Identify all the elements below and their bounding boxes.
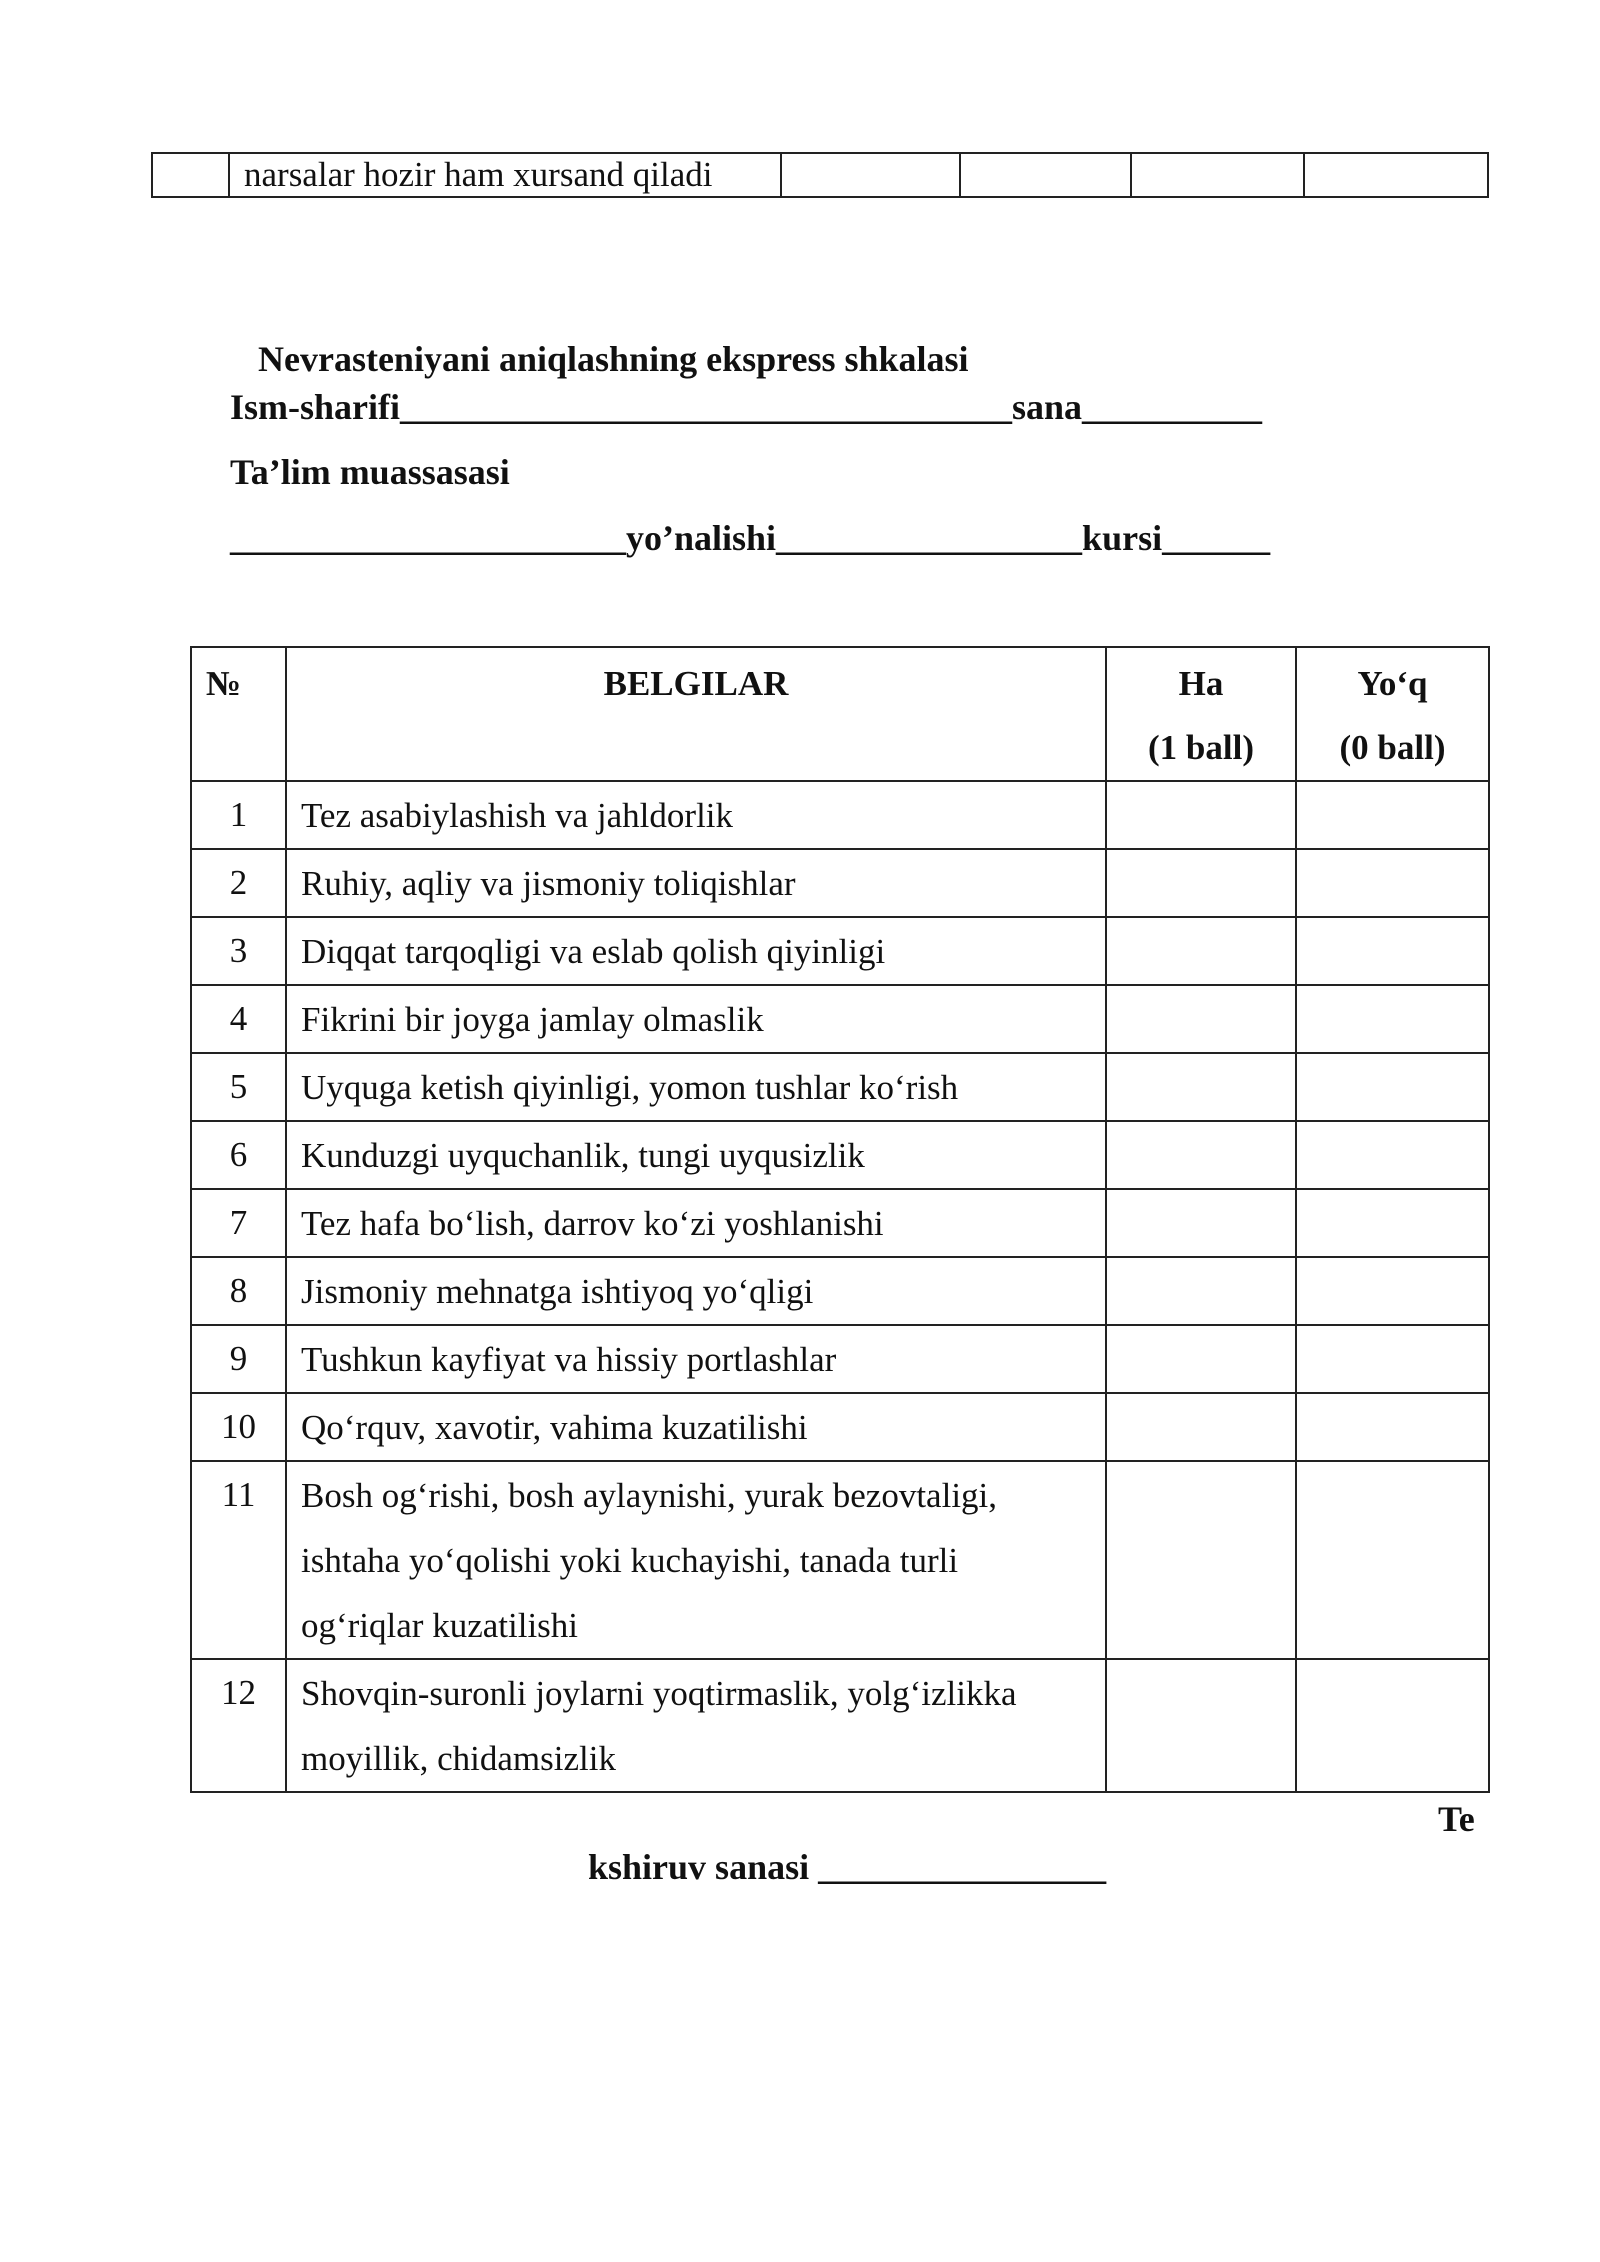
table-cell	[152, 153, 229, 197]
direction-label: yo’nalishi	[626, 518, 777, 558]
header-number: №	[191, 647, 286, 781]
row-number: 3	[191, 917, 286, 985]
row-number: 7	[191, 1189, 286, 1257]
row-sign-line: ishtaha yo‘qolishi yoki kuchayishi, tanada turli	[301, 1541, 959, 1580]
yes-answer-cell[interactable]	[1106, 1121, 1296, 1189]
table-row	[191, 985, 1489, 1053]
table-row	[191, 1121, 1489, 1189]
header-yes: Ha (1 ball)	[1106, 647, 1296, 781]
yes-answer-cell[interactable]	[1106, 1659, 1296, 1792]
row-number: 6	[191, 1121, 286, 1189]
row-sign-line: Bosh og‘rishi, bosh aylaynishi, yurak bezovtaligi,	[301, 1476, 998, 1515]
table-row	[191, 1189, 1489, 1257]
no-answer-cell[interactable]	[1296, 849, 1489, 917]
row-sign-text	[286, 1659, 1106, 1792]
table-row	[191, 1659, 1489, 1792]
yes-answer-cell[interactable]	[1106, 1257, 1296, 1325]
row-number: 9	[191, 1325, 286, 1393]
institution-line	[230, 451, 510, 493]
direction-course-line	[230, 517, 1270, 559]
course-blank: ______	[1162, 518, 1271, 558]
no-answer-cell[interactable]	[1296, 781, 1489, 849]
table-cell	[1131, 153, 1304, 197]
yes-answer-cell[interactable]	[1106, 1053, 1296, 1121]
row-sign-text: Jismoniy mehnatga ishtiyoq yo‘qligi	[286, 1257, 1106, 1325]
header-no: Yo‘q (0 ball)	[1296, 647, 1489, 781]
row-number: 4	[191, 985, 286, 1053]
yes-answer-cell[interactable]	[1106, 1461, 1296, 1659]
yes-answer-cell[interactable]	[1106, 1325, 1296, 1393]
table-header-row	[191, 647, 1489, 781]
row-number: 2	[191, 849, 286, 917]
previous-table-fragment	[151, 152, 1489, 198]
table-cell	[1304, 153, 1488, 197]
row-number: 12	[191, 1659, 286, 1792]
table-cell	[781, 153, 960, 197]
row-number: 1	[191, 781, 286, 849]
no-answer-cell[interactable]	[1296, 1121, 1489, 1189]
table-row	[191, 1053, 1489, 1121]
name-label: Ism-sharifi	[230, 387, 400, 427]
yes-answer-cell[interactable]	[1106, 985, 1296, 1053]
name-blank: __________________________________	[400, 387, 1012, 427]
no-answer-cell[interactable]	[1296, 1393, 1489, 1461]
no-answer-cell[interactable]	[1296, 985, 1489, 1053]
row-sign-text	[286, 1461, 1106, 1659]
table-cell	[960, 153, 1131, 197]
no-answer-cell[interactable]	[1296, 1053, 1489, 1121]
table-cell-text: narsalar hozir ham xursand qiladi	[229, 153, 781, 197]
no-answer-cell[interactable]	[1296, 1659, 1489, 1792]
table-row	[191, 1257, 1489, 1325]
document-title: Nevrasteniyani aniqlashning ekspress shkalasi	[258, 339, 969, 379]
yes-answer-cell[interactable]	[1106, 917, 1296, 985]
row-sign-text: Ruhiy, aqliy va jismoniy toliqishlar	[286, 849, 1106, 917]
exam-date-label: kshiruv sanasi	[588, 1847, 810, 1887]
row-sign-text: Diqqat tarqoqligi va eslab qolish qiyinligi	[286, 917, 1106, 985]
row-sign-text: Tez hafa bo‘lish, darrov ko‘zi yoshlanishi	[286, 1189, 1106, 1257]
row-number: 5	[191, 1053, 286, 1121]
table-row	[191, 1461, 1489, 1659]
footer-te-fragment: Te	[1438, 1799, 1475, 1839]
date-blank: __________	[1082, 387, 1263, 427]
no-answer-cell[interactable]	[1296, 917, 1489, 985]
yes-answer-cell[interactable]	[1106, 1189, 1296, 1257]
table-row	[191, 1393, 1489, 1461]
no-answer-cell[interactable]	[1296, 1461, 1489, 1659]
row-number: 10	[191, 1393, 286, 1461]
table-row	[152, 153, 1488, 197]
yes-answer-cell[interactable]	[1106, 849, 1296, 917]
row-number: 8	[191, 1257, 286, 1325]
exam-date-blank: ________________	[818, 1847, 1107, 1887]
header-signs: BELGILAR	[286, 647, 1106, 781]
yes-answer-cell[interactable]	[1106, 781, 1296, 849]
no-answer-cell[interactable]	[1296, 1325, 1489, 1393]
questionnaire-table	[190, 646, 1490, 1793]
row-sign-line: Shovqin-suronli joylarni yoqtirmaslik, yolg‘izlikka	[301, 1674, 1017, 1713]
row-sign-line: moyillik, chidamsizlik	[301, 1739, 616, 1778]
row-sign-text: Fikrini bir joyga jamlay olmaslik	[286, 985, 1106, 1053]
row-sign-text: Qo‘rquv, xavotir, vahima kuzatilishi	[286, 1393, 1106, 1461]
name-date-line	[230, 386, 1262, 428]
table-row	[191, 917, 1489, 985]
date-label: sana	[1012, 387, 1083, 427]
exam-date-line	[588, 1846, 1106, 1888]
table-row	[191, 1325, 1489, 1393]
direction-blank: _________________	[776, 518, 1083, 558]
course-label: kursi	[1082, 518, 1163, 558]
institution-blank: ______________________	[230, 518, 626, 558]
row-sign-text: Kunduzgi uyquchanlik, tungi uyqusizlik	[286, 1121, 1106, 1189]
yes-answer-cell[interactable]	[1106, 1393, 1296, 1461]
no-answer-cell[interactable]	[1296, 1257, 1489, 1325]
row-sign-text: Tez asabiylashish va jahldorlik	[286, 781, 1106, 849]
table-row	[191, 849, 1489, 917]
no-answer-cell[interactable]	[1296, 1189, 1489, 1257]
row-sign-text: Uyquga ketish qiyinligi, yomon tushlar ko‘rish	[286, 1053, 1106, 1121]
institution-label: Ta’lim muassasasi	[230, 452, 510, 492]
table-row	[191, 781, 1489, 849]
row-sign-line: og‘riqlar kuzatilishi	[301, 1606, 579, 1645]
row-sign-text: Tushkun kayfiyat va hissiy portlashlar	[286, 1325, 1106, 1393]
row-number: 11	[191, 1461, 286, 1659]
